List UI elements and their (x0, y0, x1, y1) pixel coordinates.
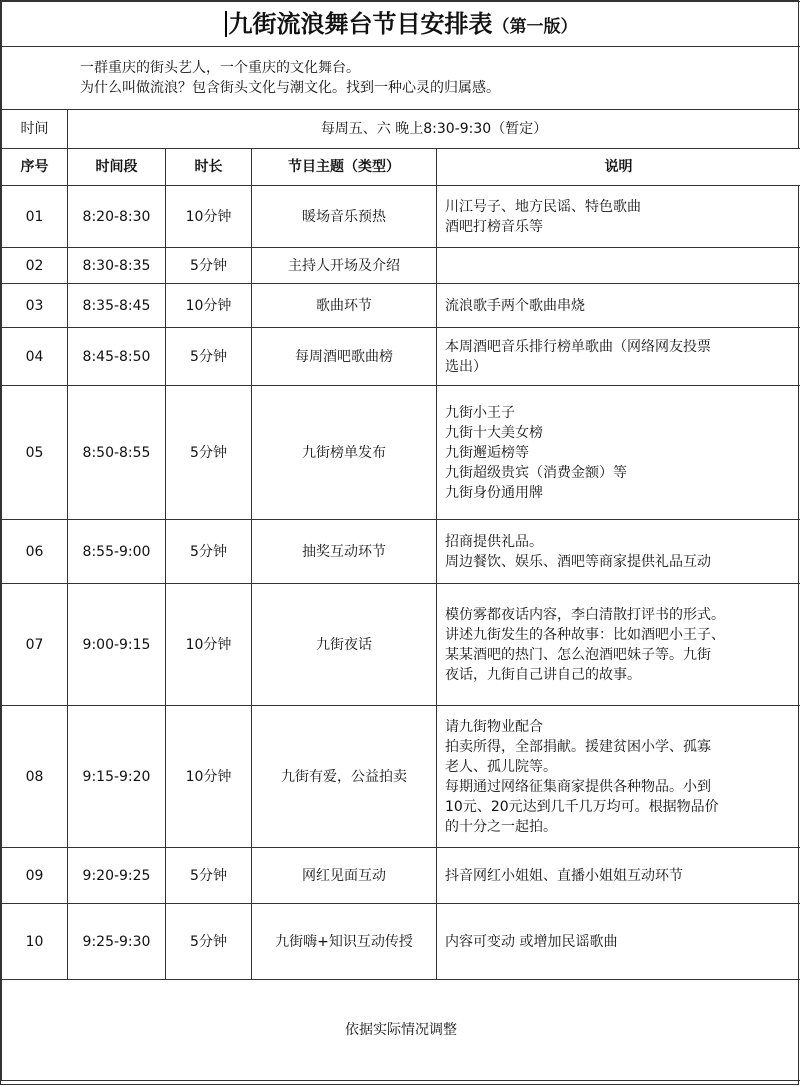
row-duration: 5分钟 (166, 520, 252, 584)
row-duration: 5分钟 (166, 386, 252, 520)
description-line: 九街小王子 (445, 404, 515, 421)
row-duration: 5分钟 (166, 248, 252, 284)
intro-line-1: 一群重庆的街头艺人，一个重庆的文化舞台。 (80, 60, 360, 76)
row-theme: 主持人开场及介绍 (252, 248, 437, 284)
description-line: 九街身份通用牌 (445, 484, 543, 501)
description-line: 请九街物业配合 (445, 718, 543, 735)
description-line: 模仿雾都夜话内容，李白清散打评书的形式。 (445, 606, 725, 623)
row-theme: 每周酒吧歌曲榜 (252, 328, 437, 386)
row-time-slot: 9:25-9:30 (68, 904, 166, 980)
description-line: 讲述九街发生的各种故事：比如酒吧小王子、 (445, 626, 725, 643)
footer-note: 依据实际情况调整 (2, 980, 800, 1081)
table-row (2, 386, 800, 520)
row-time-slot: 8:45-8:50 (68, 328, 166, 386)
intro-line-2: 为什么叫做流浪？包含街头文化与潮文化。找到一种心灵的归属感。 (80, 80, 500, 96)
col-header-duration: 时长 (166, 149, 252, 186)
row-theme: 九街夜话 (252, 584, 437, 706)
row-description (437, 848, 800, 904)
description-line: 抖音网红小姐姐、直播小姐姐互动环节 (445, 867, 683, 884)
schedule-table (1, 1, 800, 1081)
row-duration: 10分钟 (166, 584, 252, 706)
row-description (437, 584, 800, 706)
row-seq: 05 (2, 386, 68, 520)
row-seq: 01 (2, 186, 68, 248)
row-theme: 歌曲环节 (252, 284, 437, 328)
table-row (2, 186, 800, 248)
text-cursor (225, 11, 227, 37)
row-theme: 九街嗨+知识互动传授 (252, 904, 437, 980)
description-line: 九街邂逅榜等 (445, 444, 529, 461)
page-title: 九街流浪舞台节目安排表 (228, 10, 493, 38)
row-time-slot: 8:20-8:30 (68, 186, 166, 248)
description-line: 酒吧打榜音乐等 (445, 218, 543, 235)
row-time-slot: 8:35-8:45 (68, 284, 166, 328)
row-seq: 06 (2, 520, 68, 584)
row-time-slot: 9:20-9:25 (68, 848, 166, 904)
description-line: 老人、孤儿院等。 (445, 758, 557, 775)
row-time-slot: 9:15-9:20 (68, 706, 166, 848)
table-row (2, 706, 800, 848)
table-row (2, 848, 800, 904)
row-duration: 5分钟 (166, 904, 252, 980)
row-description (437, 706, 800, 848)
row-theme: 九街有爱，公益拍卖 (252, 706, 437, 848)
table-row (2, 584, 800, 706)
row-description (437, 248, 800, 284)
description-line: 夜话，九街自己讲自己的故事。 (445, 666, 641, 683)
row-time-slot: 9:00-9:15 (68, 584, 166, 706)
row-duration: 5分钟 (166, 328, 252, 386)
description-line: 流浪歌手两个歌曲串烧 (445, 297, 585, 314)
row-description (437, 904, 800, 980)
row-duration: 5分钟 (166, 848, 252, 904)
description-line: 周边餐饮、娱乐、酒吧等商家提供礼品互动 (445, 553, 711, 570)
description-line: 内容可变动 或增加民谣歌曲 (445, 933, 618, 950)
table-row (2, 284, 800, 328)
description-line: 10元、20元达到几千几万均可。根据物品价 (445, 798, 719, 815)
description-line: 某某酒吧的热门、怎么泡酒吧妹子等。九街 (445, 646, 711, 663)
row-description (437, 520, 800, 584)
row-description (437, 284, 800, 328)
row-seq: 02 (2, 248, 68, 284)
row-duration: 10分钟 (166, 284, 252, 328)
table-row (2, 248, 800, 284)
row-theme: 抽奖互动环节 (252, 520, 437, 584)
table-row (2, 328, 800, 386)
description-line: 本周酒吧音乐排行榜单歌曲（网络网友投票 (445, 338, 711, 355)
time-label: 时间 (2, 110, 68, 149)
description-line: 每期通过网络征集商家提供各种物品。小到 (445, 778, 711, 795)
description-line: 川江号子、地方民谣、特色歌曲 (445, 198, 641, 215)
description-line: 选出） (445, 358, 487, 375)
row-theme: 九街榜单发布 (252, 386, 437, 520)
description-line: 招商提供礼品。 (445, 533, 543, 550)
row-seq: 08 (2, 706, 68, 848)
row-seq: 04 (2, 328, 68, 386)
title-row (2, 2, 800, 47)
row-seq: 10 (2, 904, 68, 980)
row-seq: 03 (2, 284, 68, 328)
description-line: 九街超级贵宾（消费金额）等 (445, 464, 627, 481)
row-seq: 09 (2, 848, 68, 904)
row-time-slot: 8:30-8:35 (68, 248, 166, 284)
row-duration: 10分钟 (166, 706, 252, 848)
row-theme: 网红见面互动 (252, 848, 437, 904)
row-theme: 暖场音乐预热 (252, 186, 437, 248)
row-duration: 10分钟 (166, 186, 252, 248)
row-description (437, 328, 800, 386)
row-description (437, 186, 800, 248)
description-line: 拍卖所得，全部捐献。援建贫困小学、孤寡 (445, 738, 711, 755)
description-line: 九街十大美女榜 (445, 424, 543, 441)
time-value: 每周五、六 晚上8:30-9:30（暂定） (68, 110, 800, 149)
col-header-desc: 说明 (437, 149, 800, 186)
row-description (437, 386, 800, 520)
table-row (2, 520, 800, 584)
row-time-slot: 8:50-8:55 (68, 386, 166, 520)
schedule-rows (2, 186, 800, 980)
col-header-slot: 时间段 (68, 149, 166, 186)
col-header-seq: 序号 (2, 149, 68, 186)
col-header-theme: 节目主题（类型） (252, 149, 437, 186)
row-time-slot: 8:55-9:00 (68, 520, 166, 584)
intro-cell (2, 47, 800, 110)
edition-label: （第一版） (492, 17, 578, 37)
description-line: 的十分之一起拍。 (445, 818, 557, 835)
table-row (2, 904, 800, 980)
row-seq: 07 (2, 584, 68, 706)
